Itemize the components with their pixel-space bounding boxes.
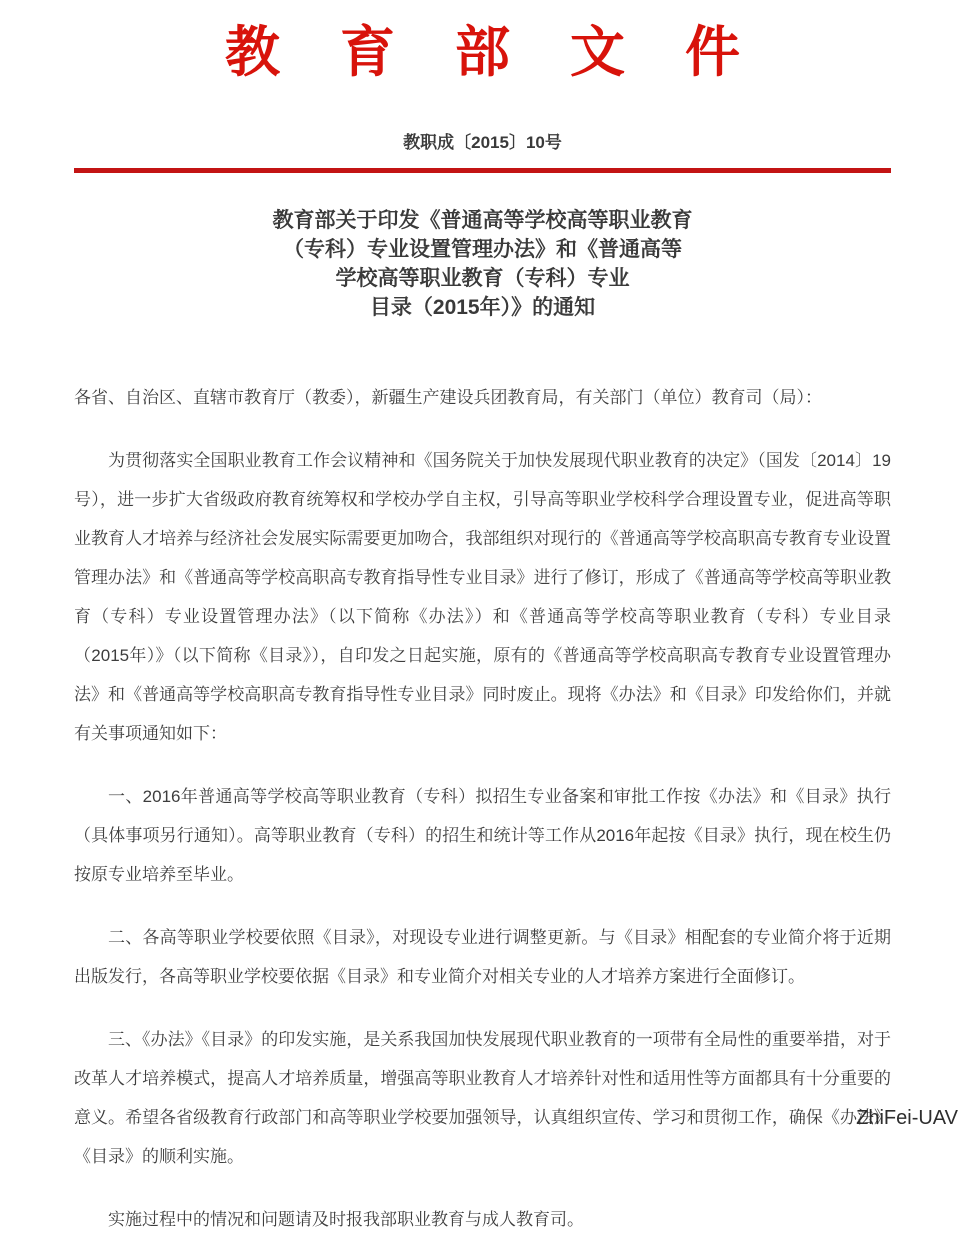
title-line-4: 目录（2015年）》的通知	[369, 296, 596, 319]
paragraph-preamble: 为贯彻落实全国职业教育工作会议精神和《国务院关于加快发展现代职业教育的决定》（国发〔2014〕19号），进一步扩大省级政府教育统筹权和学校办学自主权，引导高等职业学校科学合理设置专业，促进高等职业教育人才培养与经济社会发展实际需要更加吻合，我部组织对现行的《普通高等学校高职高专教育专业设置管理办法》和《普通高等学校高职高专教育指导性专业目录》进行了修订，形成了《普通高等学校高等职业教育（专科）专业设置管理办法》（以下简称《办法》）和《普通高等学校高等职业教育（专科）专业目录（2015年）》（以下简称《目录》），自印发之日起实施，原有的《普通高等学校高职高专教育专业设置管理办法》和《普通高等学校高职高专教育指导性专业目录》同时废止。现将《办法》和《目录》印发给你们，并就有关事项通知如下：	[74, 451, 891, 743]
title-line-2: （专科）专业设置管理办法》和《普通高等	[283, 238, 682, 261]
paragraph-item-1: 一、2016年普通高等学校高等职业教育（专科）拟招生专业备案和审批工作按《办法》和《目录》执行（具体事项另行通知）。高等职业教育（专科）的招生和统计等工作从2016年起按《目录》执行，现在校生仍按原专业培养至毕业。	[74, 787, 891, 884]
letterhead-rule	[74, 168, 891, 173]
title-line-1: 教育部关于印发《普通高等学校高等职业教育	[272, 209, 693, 232]
document-title	[74, 206, 891, 322]
title-line-3: 学校高等职业教育（专科）专业	[335, 267, 630, 290]
letterhead-title: 教育部文件	[224, 19, 800, 84]
paragraph-item-2: 二、各高等职业学校要依照《目录》，对现设专业进行调整更新。与《目录》相配套的专业简介将于近期出版发行，各高等职业学校要依据《目录》和专业简介对相关专业的人才培养方案进行全面修订。	[74, 928, 891, 986]
salutation-line: 各省、自治区、直辖市教育厅（教委），新疆生产建设兵团教育局，有关部门（单位）教育司（局）：	[74, 388, 822, 407]
paragraph-closing: 实施过程中的情况和问题请及时报我部职业教育与成人教育司。	[108, 1210, 584, 1229]
document-number: 教职成〔2015〕10号	[403, 133, 562, 152]
paragraph-item-3: 三、《办法》《目录》的印发实施，是关系我国加快发展现代职业教育的一项带有全局性的重要举措，对于改革人才培养模式，提高人才培养质量，增强高等职业教育人才培养针对性和适用性等方面都具有十分重要的意义。希望各省级教育行政部门和高等职业学校要加强领导，认真组织宣传、学习和贯彻工作，确保《办法》《目录》的顺利实施。	[74, 1030, 891, 1166]
watermark: ZhiFei-UAV	[856, 1107, 958, 1129]
